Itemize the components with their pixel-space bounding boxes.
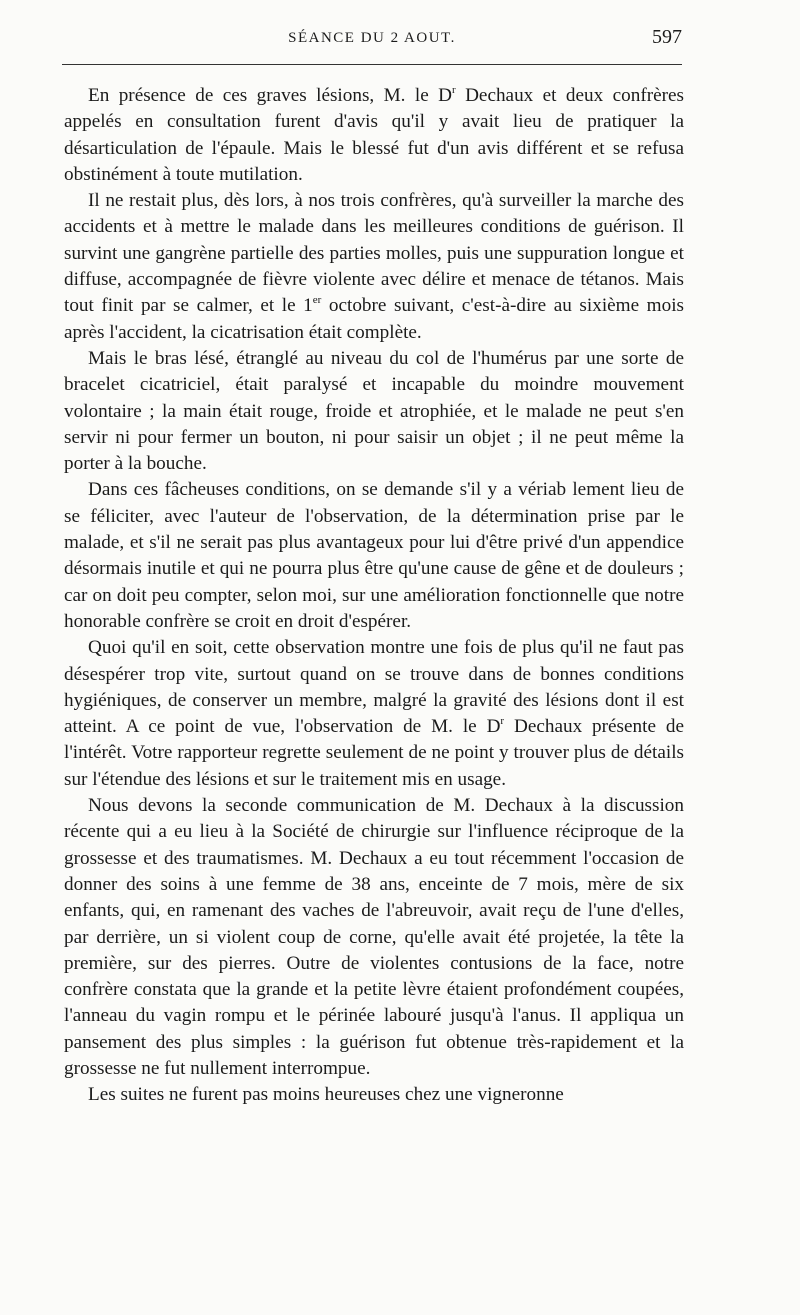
paragraph: Il ne restait plus, dès lors, à nos trois confrères, qu'à surveiller la marche des accidents et à mettre le malade dans les meilleures conditions de guérison. Il survint une gangrène partielle des parties molles, puis une suppuration longue et diffuse, accompagnée de fièvre violente avec délire et menace de tétanos. Mais tout finit par se calmer, et le 1er octobre suivant, c'est-à-dire au sixième mois après l'accident, la cicatrisation était complète.	[64, 190, 684, 343]
paragraph: Mais le bras lésé, étranglé au niveau du col de l'humérus par une sorte de bracelet cicatriciel, était paralysé et incapable du moindre mouvement volontaire ; la main était rouge, froide et atrophiée, et le malade ne peut s'en servir ni pour fermer un bouton, ni pour saisir un objet ; il ne peut même la porter à la bouche.	[64, 347, 684, 475]
header-rule	[62, 64, 682, 65]
paragraph: En présence de ces graves lésions, M. le $D^r$ Dechaux et deux confrères appelés en consultation furent d'avis qu'il y avait lieu de pratiquer la désarticulation de l'épaule. Mais le blessé fut d'un avis différent et se refusa obstinément à toute mutilation.	[64, 83, 684, 185]
running-title: SÉANCE DU 2 AOUT.	[288, 30, 456, 46]
body-text	[64, 83, 684, 1109]
paragraph: Quoi qu'il en soit, cette observation montre une fois de plus qu'il ne faut pas désespérer trop vite, surtout quand on se trouve dans de bonnes conditions hygiéniques, de conserver un membre, malgré la gravité des lésions dont il est atteint. A ce point de vue, l'observation de M. le $D^r$ Dechaux présente de l'intérêt. Votre rapporteur regrette seulement de ne point y trouver plus de détails sur l'étendue des lésions et sur le traitement mis en usage.	[64, 637, 684, 790]
superscript: r	[500, 714, 505, 727]
page-header	[62, 26, 682, 54]
paragraph: Dans ces fâcheuses conditions, on se demande s'il y a vériab lement lieu de se féliciter, avec l'auteur de l'observation, de la détermination prise par le malade, et s'il ne serait pas plus avantageux pour lui d'être privé d'un appendice désormais inutile et qui ne pourra plus être qu'une cause de gêne et de douleurs ; car on doit peu compter, selon moi, sur une amélioration fonctionnelle que notre honorable confrère se croit en droit d'espérer.	[64, 479, 684, 632]
superscript: er	[312, 293, 322, 306]
superscript: r	[452, 83, 456, 96]
page-number: 597	[652, 26, 682, 48]
paragraph: Nous devons la seconde communication de M. Dechaux à la discussion récente qui a eu lieu à la Société de chirurgie sur l'influence réciproque de la grossesse et des traumatismes. M. Dechaux a eu tout récemment l'occasion de donner des soins à une femme de 38 ans, enceinte de 7 mois, mère de six enfants, qui, en ramenant des vaches de l'abreuvoir, avait reçu de l'une d'elles, par derrière, un si violent coup de corne, qu'elle avait été projetée, la tête la première, sur des pierres. Outre de violentes contusions de la face, notre confrère constata que la grande et la petite lèvre étaient profondément coupées, l'anneau du vagin rompu et le périnée labouré jusqu'à l'anus. Il appliqua un pansement des plus simples : la guérison fut obtenue très-rapidement et la grossesse ne fut nullement interrompue.	[64, 795, 684, 1079]
paragraph: Les suites ne furent pas moins heureuses chez une vigneronne	[88, 1084, 564, 1106]
